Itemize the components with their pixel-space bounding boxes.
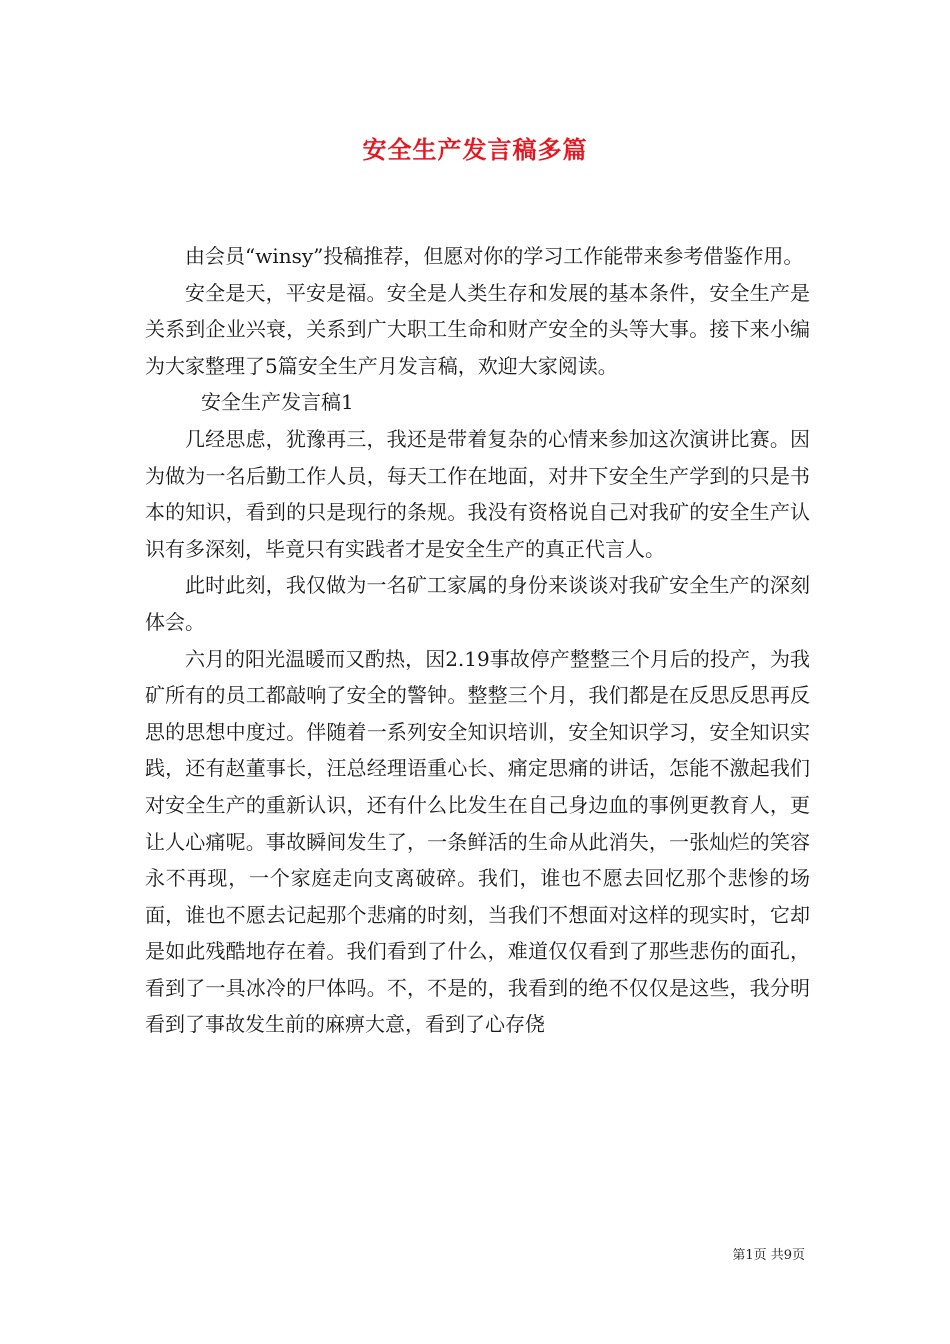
section-heading: 安全生产发言稿1 [201, 390, 354, 415]
document-body [145, 238, 810, 1043]
body-paragraph: 此时此刻，我仅做为一名矿工家属的身份来谈谈对我矿安全生产的深刻体会。 [145, 573, 810, 634]
intro-paragraph: 由会员“winsy”投稿推荐，但愿对你的学习工作能带来参考借鉴作用。 [185, 244, 804, 268]
page-number: 第1页 共9页 [732, 1248, 805, 1263]
body-paragraph: 安全是天，平安是福。安全是人类生存和发展的基本条件，安全生产是关系到企业兴衰，关系到广大职工生命和财产安全的头等大事。接下来小编为大家整理了5篇安全生产月发言稿，欢迎大家阅读。 [145, 280, 810, 378]
document-title: 安全生产发言稿多篇 [362, 135, 588, 164]
body-paragraph: 六月的阳光温暖而又酌热，因2.19事故停产整整三个月后的投产，为我矿所有的员工都敲响了安全的警钟。整整三个月，我们都是在反思反思再反思的思想中度过。伴随着一系列安全知识培训，安全知识学习，安全知识实践，还有赵董事长，汪总经理语重心长、痛定思痛的讲话，怎能不激起我们对安全生产的重新认识，还有什么比发生在自己身边血的事例更教育人，更让人心痛呢。事故瞬间发生了，一条鲜活的生命从此消失，一张灿烂的笑容永不再现，一个家庭走向支离破碎。我们，谁也不愿去回忆那个悲惨的场面，谁也不愿去记起那个悲痛的时刻，当我们不想面对这样的现实时，它却是如此残酷地存在着。我们看到了什么，难道仅仅看到了那些悲伤的面孔，看到了一具冰冷的尸体吗。不，不是的，我看到的绝不仅仅是这些，我分明看到了事故发生前的麻痹大意，看到了心存侥 [145, 646, 810, 1037]
body-paragraph: 几经思虑，犹豫再三，我还是带着复杂的心情来参加这次演讲比赛。因为做为一名后勤工作人员，每天工作在地面，对井下安全生产学到的只是书本的知识，看到的只是现行的条规。我没有资格说自己对我矿的安全生产认识有多深刻，毕竟只有实践者才是安全生产的真正代言人。 [145, 426, 810, 561]
